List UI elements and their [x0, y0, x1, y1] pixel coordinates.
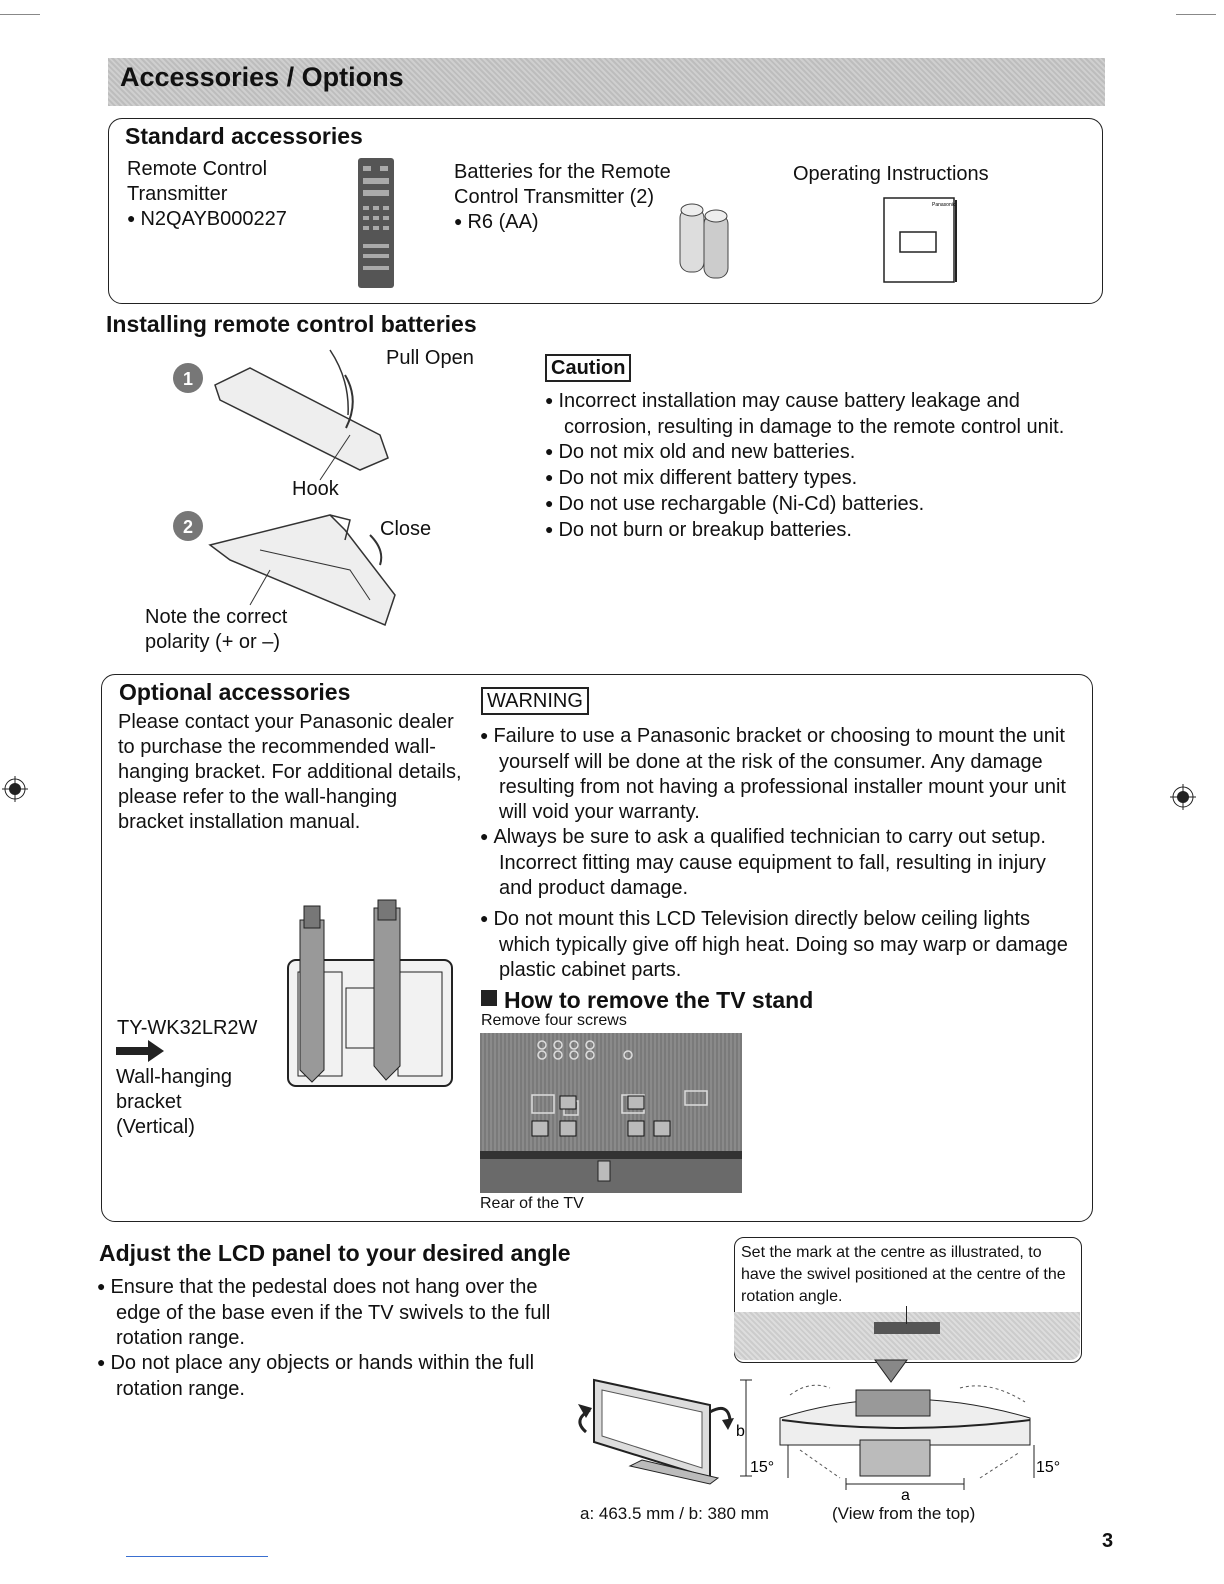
- corner-mark: [0, 14, 40, 15]
- swivel-diagram: [570, 1360, 1080, 1504]
- pull-open-label: Pull Open: [386, 347, 474, 369]
- section-title: Accessories / Options: [120, 62, 404, 92]
- optional-heading: Optional accessories: [119, 679, 351, 705]
- manual-brand: Panasonic: [932, 202, 956, 208]
- bracket-label: Wall-hanging bracket (Vertical): [116, 1066, 232, 1138]
- batteries-image: [678, 200, 734, 280]
- page-number: 3: [1102, 1530, 1114, 1552]
- bracket-model: TY-WK32LR2W: [117, 1017, 258, 1039]
- arrow-right-icon: [116, 1040, 166, 1064]
- warning-item: ● Always be sure to ask a qualified technician to carry out setup. Incorrect fitting may cause equipment to fall, resulting in injury and product damage.: [480, 825, 1080, 901]
- warning-item: ● Failure to use a Panasonic bracket or choosing to mount the unit yourself will be done at the risk of the consumer. Any damage resulting from not having a professional installer mount your unit will void your warranty.: [480, 724, 1080, 825]
- tv-rear-photo: [480, 1033, 742, 1193]
- batteries-name: Batteries for the Remote Control Transmitter (2) ● R6 (AA): [454, 160, 671, 236]
- hook-label: Hook: [292, 478, 339, 500]
- step-2-number: 2: [183, 517, 194, 537]
- centre-mark-note: Set the mark at the centre as illustrated, to have the swivel positioned at the centre of the rotation angle.: [741, 1244, 1066, 1305]
- remote-control-image: [356, 158, 396, 290]
- manual-image: [882, 196, 962, 284]
- caution-item: ● Incorrect installation may cause battery leakage and corrosion, resulting in damage to the remote control unit.: [545, 389, 1093, 440]
- square-bullet-icon: [481, 990, 497, 1006]
- battery-install-illustration: [170, 340, 410, 640]
- caution-label: Caution: [545, 354, 631, 382]
- adjust-list: [97, 1275, 557, 1402]
- caution-item: ● Do not burn or breakup batteries.: [545, 518, 1093, 544]
- remote-name: Remote Control Transmitter ● N2QAYB000227: [127, 157, 287, 233]
- stand-subheading: Remove four screws: [481, 1012, 627, 1029]
- centre-mark: [874, 1322, 940, 1334]
- optional-text: Please contact your Panasonic dealer to purchase the recommended wall-hanging bracket. For additional details, please refer to the wall-hanging bracket installation manual.: [118, 711, 462, 833]
- adjust-item: ● Ensure that the pedestal does not hang over the edge of the base even if the TV swivels to the full rotation range.: [97, 1275, 557, 1351]
- polarity-note: Note the correct polarity (+ or –): [145, 606, 288, 653]
- registration-mark: [2, 776, 28, 802]
- caution-list: [545, 389, 1093, 544]
- footer-line: [126, 1556, 268, 1557]
- warning-label: WARNING: [481, 687, 589, 715]
- angle-right-label: 15°: [1036, 1459, 1061, 1476]
- centre-mark-photo: [734, 1312, 1080, 1360]
- caution-item: ● Do not mix old and new batteries.: [545, 440, 1093, 466]
- close-label: Close: [380, 518, 432, 540]
- tv-rear-caption: Rear of the TV: [480, 1195, 584, 1212]
- stand-heading: How to remove the TV stand: [504, 987, 814, 1013]
- installing-heading: Installing remote control batteries: [106, 311, 477, 337]
- angle-left-label: 15°: [750, 1459, 775, 1476]
- top-view-caption: (View from the top): [832, 1504, 976, 1523]
- batteries-model: ● R6 (AA): [454, 210, 671, 236]
- wall-bracket-image: [284, 900, 460, 1090]
- caution-item: ● Do not mix different battery types.: [545, 466, 1093, 492]
- dimensions-caption: a: 463.5 mm / b: 380 mm: [580, 1504, 769, 1523]
- centre-mark-pointer: [906, 1306, 907, 1324]
- registration-mark: [1170, 784, 1196, 810]
- adjust-item: ● Do not place any objects or hands within the full rotation range.: [97, 1351, 557, 1402]
- label-a: a: [901, 1487, 910, 1504]
- operating-instructions-label: Operating Instructions: [793, 163, 989, 185]
- step-1-number: 1: [183, 369, 194, 389]
- standard-accessories-heading: Standard accessories: [125, 123, 363, 149]
- label-b: b: [736, 1423, 745, 1440]
- warning-item: ● Do not mount this LCD Television directly below ceiling lights which typically give off high heat. Doing so may warp or damage plastic cabinet parts.: [480, 907, 1080, 983]
- adjust-heading: Adjust the LCD panel to your desired angle: [99, 1240, 571, 1266]
- remote-model: ● N2QAYB000227: [127, 207, 287, 233]
- corner-mark: [1176, 14, 1216, 15]
- warning-list: [480, 724, 1080, 983]
- caution-item: ● Do not use rechargable (Ni-Cd) batteries.: [545, 492, 1093, 518]
